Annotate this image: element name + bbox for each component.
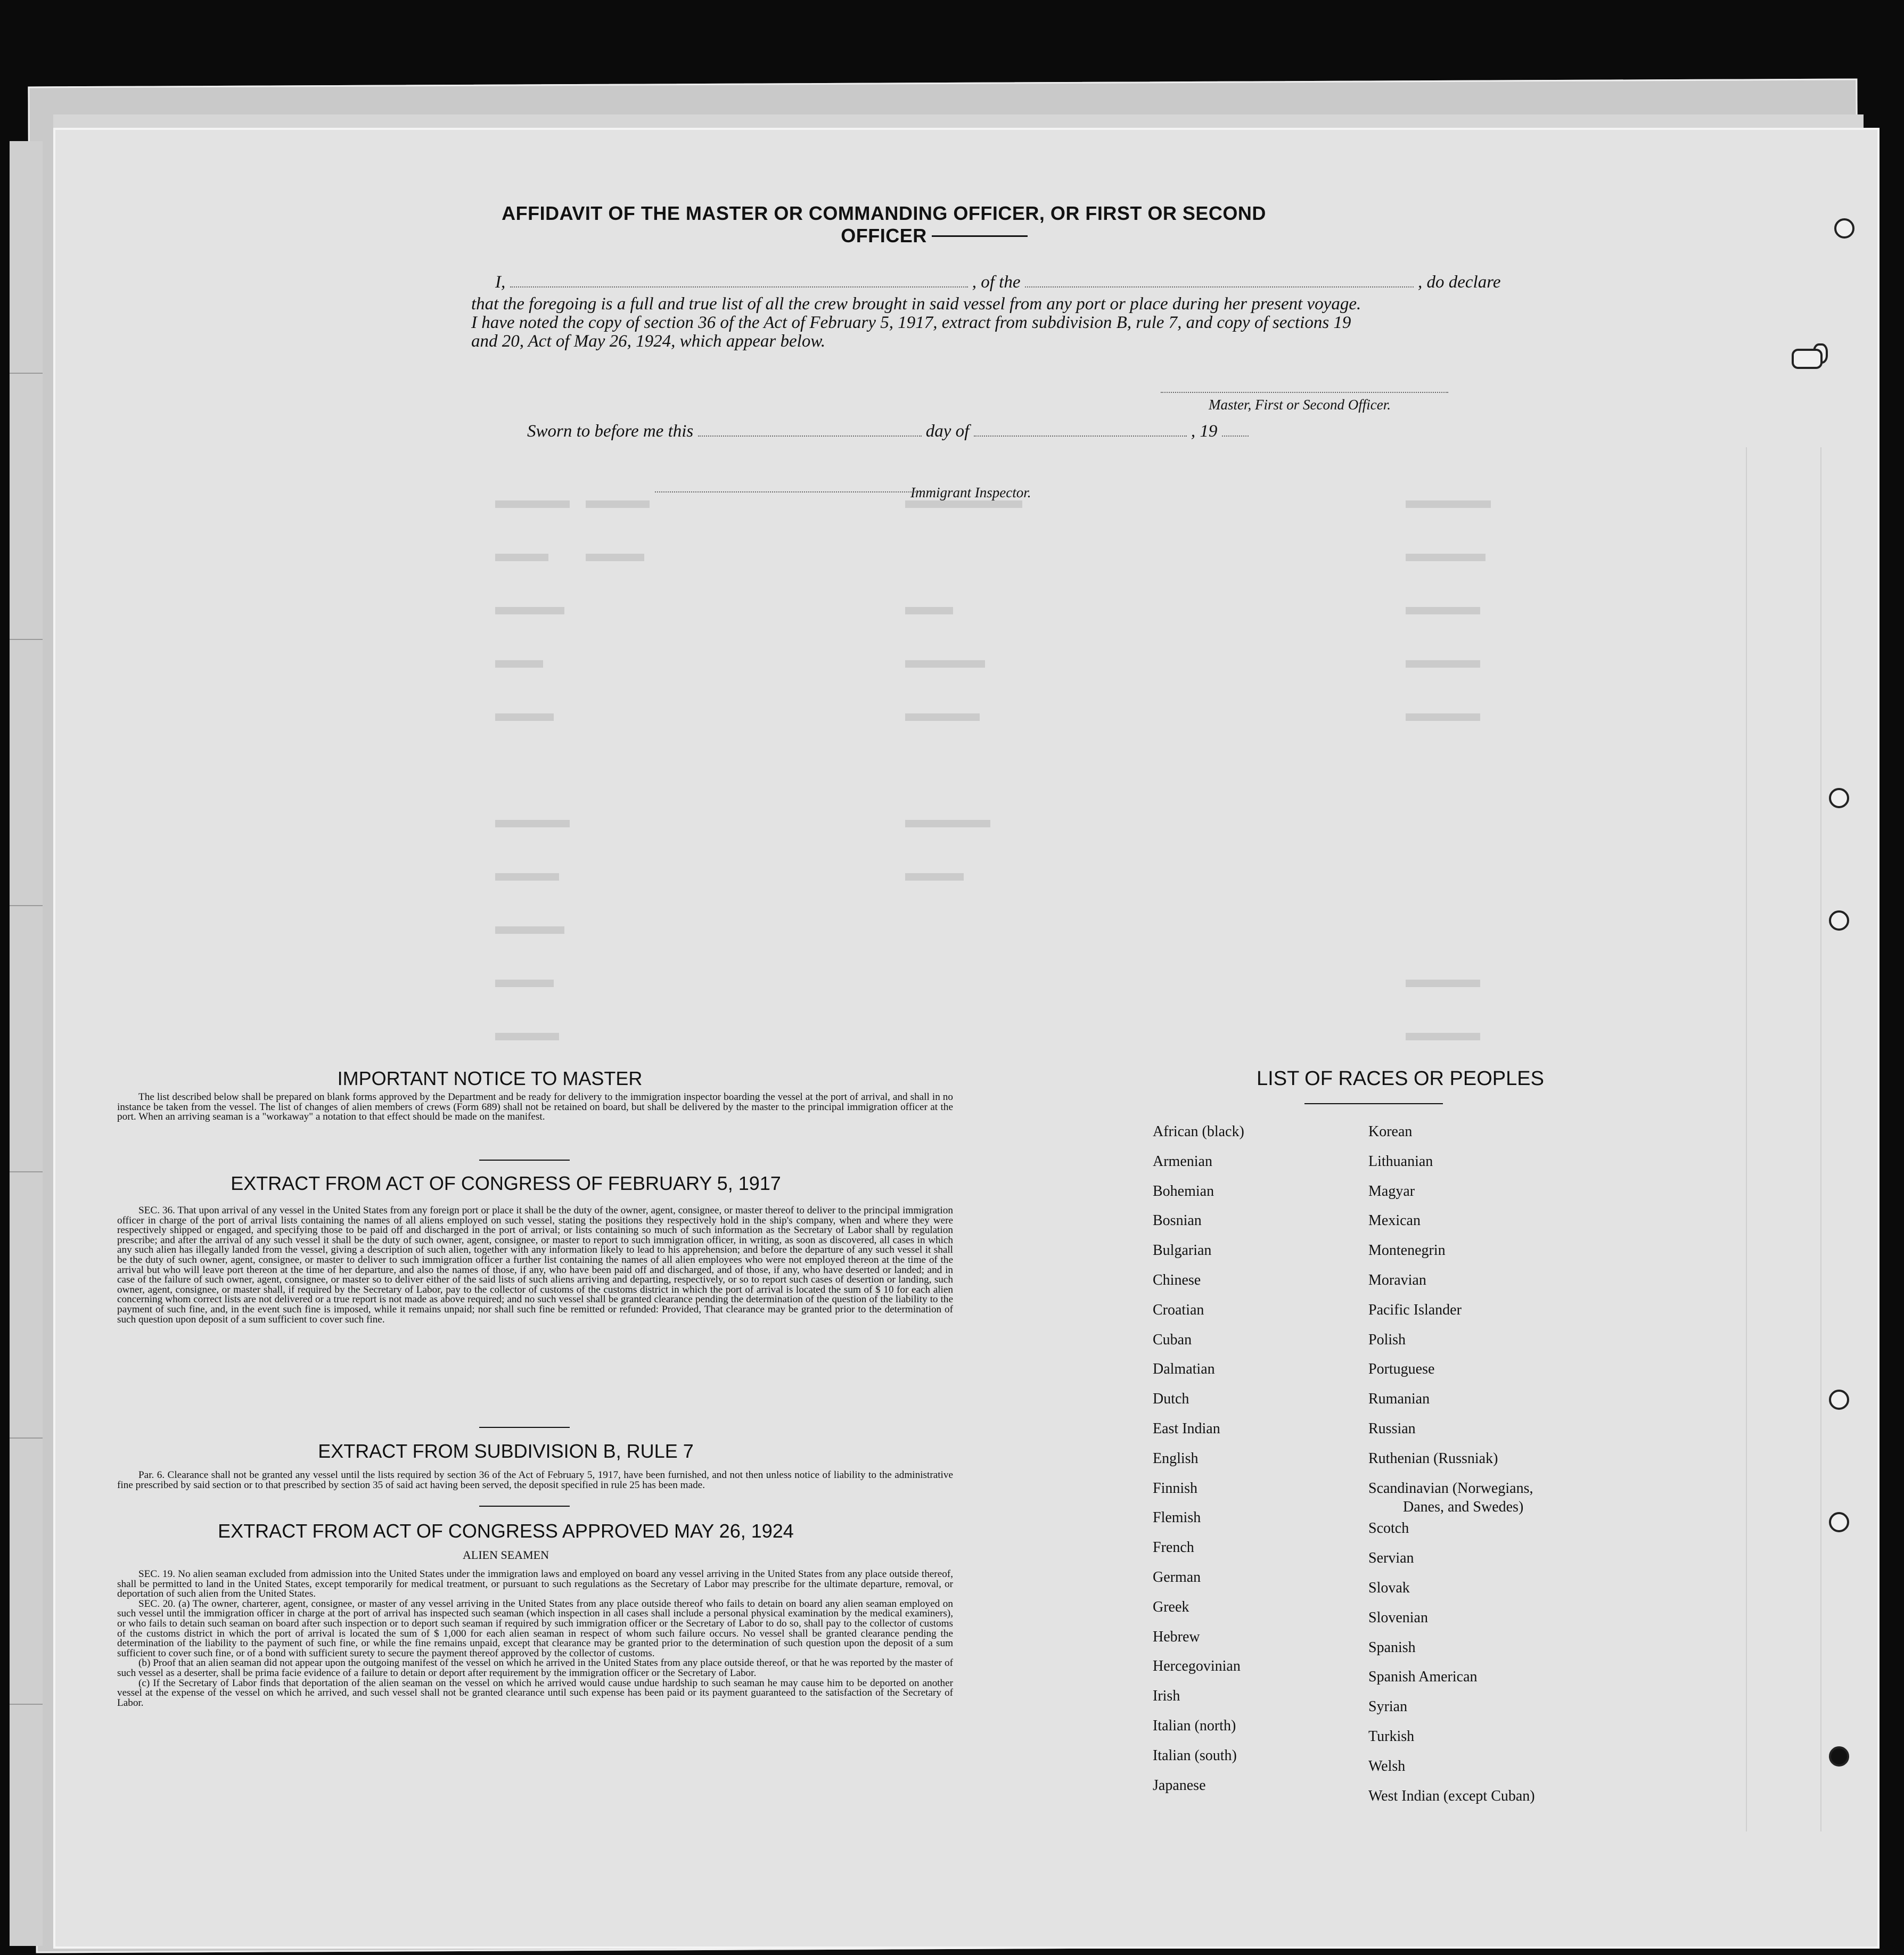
race-item: Scotch (1368, 1520, 1409, 1537)
margin-rule (10, 1704, 43, 1705)
race-item: Dutch (1153, 1391, 1189, 1408)
race-item: Rumanian (1368, 1391, 1430, 1408)
extract-1924-para-3: (b) Proof that an alien seaman did not appear upon the outgoing manifest of the vessel on which he arrived in the United States from any place outside thereof, or that he was reported by the master of such vessel as a deserter, shall be prima facie evidence of a failure to detain or deport after requirement by the immigration officer or the Secretary of Labor. (117, 1657, 953, 1679)
extract-1917-rule (479, 1427, 570, 1428)
race-item: Slovenian (1368, 1609, 1428, 1626)
race-item: Spanish American (1368, 1669, 1478, 1686)
race-item: Turkish (1368, 1728, 1415, 1745)
margin-rule (10, 373, 43, 374)
extract-rule7-title: EXTRACT FROM SUBDIVISION B, RULE 7 (318, 1440, 694, 1462)
affidavit-of-the-label: , of the (972, 273, 1021, 292)
notice-rule (479, 1160, 570, 1161)
extract-1917-text (117, 1206, 953, 1325)
race-item: Italian (north) (1153, 1717, 1236, 1734)
extract-1924-title: EXTRACT FROM ACT OF CONGRESS APPROVED MAY 26, 1924 (218, 1520, 794, 1542)
sworn-year-field[interactable] (1222, 421, 1249, 437)
race-item: Greek (1153, 1598, 1189, 1615)
sworn-month-field[interactable] (974, 421, 1187, 437)
race-item: Mexican (1368, 1212, 1421, 1229)
affidavit-title: AFFIDAVIT OF THE MASTER OR COMMANDING OFFICER, OR FIRST OR SECOND OFFICER (502, 202, 1266, 247)
race-item: African (black) (1153, 1123, 1244, 1140)
master-signature-label: Master, First or Second Officer. (1209, 397, 1391, 413)
race-item: Hercegovinian (1153, 1658, 1241, 1675)
sworn-day-field[interactable] (698, 421, 922, 437)
binder-hole (1834, 218, 1854, 239)
extract-rule7-rule (479, 1506, 570, 1507)
race-item: West Indian (except Cuban) (1368, 1787, 1535, 1804)
document-page (53, 128, 1880, 1949)
race-item: Spanish (1368, 1639, 1416, 1656)
vessel-name-field[interactable] (1025, 272, 1414, 288)
binder-hole (1829, 1746, 1849, 1767)
sworn-label: Sworn to before me this (527, 422, 694, 441)
race-item: Welsh (1368, 1757, 1406, 1775)
extract-rule7-text (117, 1471, 953, 1490)
race-item: Magyar (1368, 1182, 1415, 1200)
race-item: Bohemian (1153, 1182, 1214, 1200)
day-of-label: day of (925, 422, 970, 441)
race-item: Bulgarian (1153, 1242, 1212, 1259)
race-item: Irish (1153, 1688, 1180, 1705)
extract-1917-paragraph: SEC. 36. That upon arrival of any vessel in the United States from any foreign port or place it shall be the duty of the owner, agent, consignee, or master thereof to deliver to the principal immigration officer in charge of the port of arrival lists containing the names of all aliens employed on such vessel, stating the positions they respectively hold in the ship's company, when and where they were respectively shipped or engaged, and specifying those to be paid off and discharged in the port of arrival; or lists containing so much of such information as the Secretary of Labor shall by regulation prescribe; and after the arrival of any such vessel it shall be the duty of such owner, agent, consignee, or master to report to such immigration officer, in writing, as soon as discovered, all cases in which any such alien has illegally landed from the vessel, giving a description of such alien, together with any information likely to lead to his apprehension; and before the departure of any such vessel it shall be the duty of such owner, agent, consignee, or master to deliver to such immigration officer a further list containing the names of all alien employees who were not employed thereon at the time of the arrival but who will leave port thereon at the time of her departure, and also the names of those, if any, who have been paid off and discharged, and of those, if any, who have deserted or landed; and in case of the failure of such owner, agent, consignee, or master so to deliver either of the said lists of such aliens arriving and departing, respectively, or so to report such cases of desertion or landing, such owner, agent, consignee, or master shall, if required by the Secretary of Labor, pay to the collector of customs of the customs district in which the port of arrival is located the sum of $ 10 for each alien concerning whom correct lists are not delivered or a true report is not made as above required; and no such vessel shall be granted clearance pending the determination of the question of the liability to the payment of such fine, and, in the event such fine is imposed, while it remains unpaid; nor shall such fine be remitted or refunded: Provided, That clearance may be granted prior to the determination of such question upon deposit of a sum sufficient to cover such fine. (117, 1205, 953, 1325)
margin-rule (10, 1171, 43, 1172)
race-item: Scandinavian (Norwegians, (1368, 1480, 1533, 1497)
race-item: Chinese (1153, 1271, 1201, 1288)
binder-hole (1829, 788, 1849, 808)
race-item: Finnish (1153, 1480, 1198, 1497)
master-signature-field[interactable] (1161, 377, 1448, 393)
race-item: Croatian (1153, 1301, 1204, 1318)
notice-title: IMPORTANT NOTICE TO MASTER (337, 1067, 643, 1089)
affidavit-text-line-2: I have noted the copy of section 36 of the Act of February 5, 1917, extract from subdivision B, rule 7, and copy of sections 19 (471, 313, 1351, 332)
sworn-line (527, 421, 1249, 441)
race-item: Bosnian (1153, 1212, 1202, 1229)
race-item: Pacific Islander (1368, 1301, 1462, 1318)
binder-hole (1792, 349, 1823, 369)
margin-rule (10, 639, 43, 640)
notice-paragraph: The list described below shall be prepared on blank forms approved by the Department and be ready for delivery to the immigration inspector boarding the vessel at the port of arrival, and shall in no instance be taken from the vessel. The list of changes of alien members of crews (Form 689) shall not be retained on board, but shall be delivered by the master to the principal immigration officer at the port. When an arriving seaman is a "workaway" a notation to that effect should be made on the manifest. (117, 1091, 953, 1123)
affidavit-i-label: I, (495, 273, 506, 292)
extract-1924-para-1: SEC. 19. No alien seaman excluded from admission into the United States under the immigration laws and employed on board any vessel arriving in the United States from any place outside thereof, shall be permitted to land in the United States, except temporarily for medical treatment, or pursuant to such regulations as the Secretary of Labor may prescribe for the ultimate departure, removal, or deportation of such alien from the United States. (117, 1568, 953, 1600)
race-item: Cuban (1153, 1331, 1192, 1348)
races-title: LIST OF RACES OR PEOPLES (1257, 1067, 1544, 1090)
race-item: Syrian (1368, 1698, 1408, 1715)
races-title-rule (1304, 1103, 1443, 1104)
race-item: Montenegrin (1368, 1242, 1446, 1259)
affidavit-declare-label: , do declare (1417, 273, 1501, 292)
extract-1924-text (117, 1570, 953, 1708)
race-item: Italian (south) (1153, 1747, 1237, 1764)
year-label: , 19 (1191, 422, 1218, 441)
margin-rule (10, 1438, 43, 1439)
inspector-signature-field[interactable] (655, 477, 916, 492)
binder-hole (1829, 910, 1849, 931)
race-item: Korean (1368, 1123, 1413, 1140)
race-item: Moravian (1368, 1271, 1426, 1288)
extract-rule7-paragraph: Par. 6. Clearance shall not be granted any vessel until the lists required by section 36 of the Act of February 5, 1917, have been furnished, and not then unless notice of liability to the administrative fine prescribed by said section or to that prescribed by section 35 of said act having been served, the deposit specified in rule 25 has been made. (117, 1469, 953, 1491)
race-item: Danes, and Swedes) (1403, 1499, 1524, 1516)
race-item: French (1153, 1539, 1194, 1556)
race-item: East Indian (1153, 1420, 1220, 1437)
race-item: Russian (1368, 1420, 1416, 1437)
binder-hole (1829, 1390, 1849, 1410)
margin-rule (10, 905, 43, 906)
race-item: Dalmatian (1153, 1361, 1215, 1378)
race-item: Japanese (1153, 1777, 1206, 1794)
race-item: Polish (1368, 1331, 1406, 1348)
extract-1924-para-2: SEC. 20. (a) The owner, charterer, agent, consignee, or master of any vessel arriving in the United States from any place outside thereof who fails to detain on board any alien seaman employed on such vessel until the immigration officer in charge at the port of arrival has inspected such seaman (which inspection in all cases shall include a personal physical examination by the medical examiners), or who fails to detain such seaman on board after such inspection or to deport such seaman if required by such immigration officer or the Secretary of Labor to do so, shall pay to the collector of customs of the customs district in which the port of arrival is located the sum of $ 1,000 for each alien seaman in respect of whom such failure occurs. No vessel shall be granted clearance pending the determination of the liability to the payment of such fine, or while the fine remains unpaid, except that clearance may be granted prior to the determination of such question upon the deposit of a sum sufficient to cover such fine, or of a bond with sufficient surety to secure the payment thereof approved by the collector of customs. (117, 1598, 953, 1659)
race-item: Hebrew (1153, 1628, 1200, 1645)
race-item: Armenian (1153, 1153, 1212, 1170)
races-column-1 (1153, 1123, 1244, 1806)
affidavit-text-line-1: that the foregoing is a full and true list of all the crew brought in said vessel from any port or place during her present voyage. (471, 294, 1361, 314)
master-name-field[interactable] (510, 272, 968, 288)
race-item: English (1153, 1450, 1199, 1467)
affidavit-declare-line (495, 272, 1500, 292)
affidavit-title-rule (932, 235, 1028, 237)
extract-1917-title: EXTRACT FROM ACT OF CONGRESS OF FEBRUARY 5, 1917 (231, 1172, 781, 1194)
binder-hole (1829, 1512, 1849, 1532)
race-item: Lithuanian (1368, 1153, 1433, 1170)
affidavit-text-line-3: and 20, Act of May 26, 1924, which appear below. (471, 332, 826, 351)
notice-text (117, 1092, 953, 1122)
race-item: Ruthenian (Russniak) (1368, 1450, 1498, 1467)
race-item: German (1153, 1568, 1201, 1586)
inspector-label: Immigrant Inspector. (910, 484, 1031, 500)
race-item: Flemish (1153, 1509, 1201, 1526)
races-column-2 (1368, 1123, 1535, 1817)
race-item: Servian (1368, 1550, 1414, 1567)
race-item: Portuguese (1368, 1361, 1435, 1378)
extract-1924-para-4: (c) If the Secretary of Labor finds that deportation of the alien seaman on the vessel on which he arrived would cause undue hardship to such seaman he may cause him to be deported on another vessel at the expense of the vessel on which he arrived, and such vessel shall not be granted clearance until such expense has been paid or its payment guaranteed to the satisfaction of the Secretary of Labor. (117, 1677, 953, 1708)
extract-1924-subtitle: ALIEN SEAMEN (463, 1548, 549, 1562)
left-margin-strip (10, 141, 43, 1946)
race-item: Slovak (1368, 1579, 1410, 1596)
